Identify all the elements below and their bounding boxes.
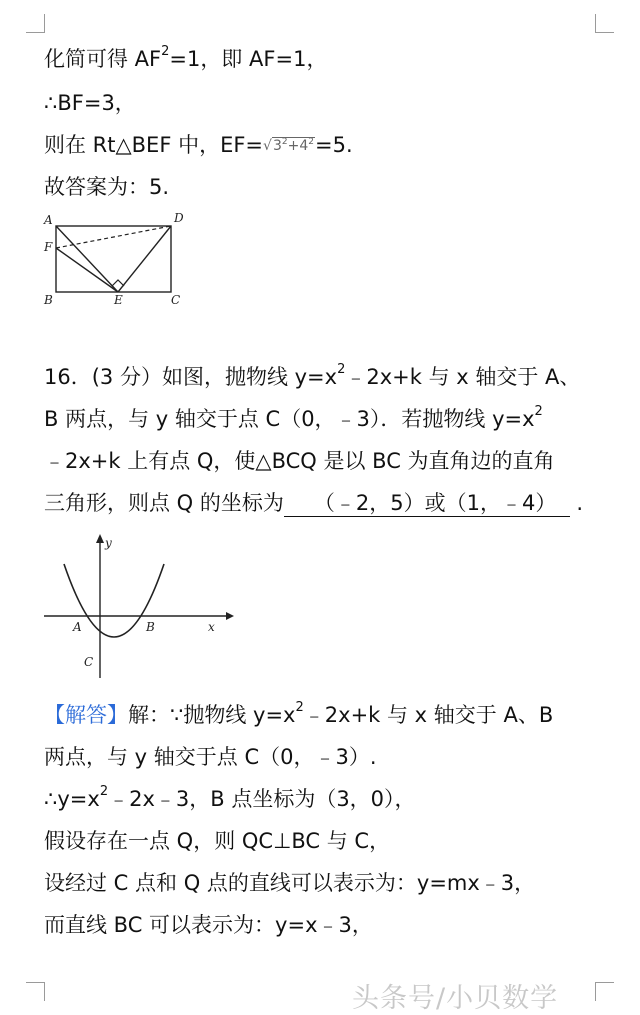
text-line-af: 化简可得 $AF^2=1$，即 AF=1， — [44, 44, 328, 71]
x-axis-arrow — [226, 612, 234, 620]
sqrt-expression: $√3^2+4^2$ — [263, 137, 314, 154]
text-line-bf: ∴BF=3， — [44, 91, 136, 115]
solution-line-2: 两点，与 y 轴交于点 C（0，﹣3）. — [44, 745, 377, 769]
solution-line-1: 【解答】解：∵抛物线 $y=x^2﹣2x+k$ 与 x 轴交于 A、B — [44, 700, 554, 727]
label-a: A — [44, 213, 53, 227]
label-c: C — [84, 655, 94, 669]
right-angle-mark — [112, 280, 124, 286]
label-b: B — [44, 293, 53, 306]
crop-mark-bottom-right — [595, 982, 614, 1001]
watermark: 头条号/小贝数学 — [352, 983, 559, 1014]
crop-mark-top-left — [26, 14, 45, 33]
label-f: F — [44, 240, 53, 254]
rectangle-figure — [40, 210, 190, 306]
problem-line-1: 16．(3 分）如图，抛物线 $y=x^2﹣2x+k$ 与 x 轴交于 A、 — [44, 362, 581, 389]
problem-line-3: ﹣2x+k 上有点 Q，使△BCQ 是以 BC 为直角边的直角 — [44, 449, 555, 473]
crop-mark-top-right — [595, 14, 614, 33]
solution-line-5: 设经过 C 点和 Q 点的直线可以表示为：y=mx﹣3， — [44, 871, 536, 895]
label-y: y — [105, 536, 112, 550]
solution-line-4: 假设存在一点 Q，则 QC⊥BC 与 C， — [44, 829, 391, 853]
parabola-figure — [40, 530, 240, 680]
text-line-ef: 则在 Rt△BEF 中，$EF=√3^2+4^2=5$. — [44, 130, 353, 165]
rectangle-abcd — [56, 226, 171, 292]
segment-ed — [118, 226, 171, 292]
solution-line-6: 而直线 BC 可以表示为：y=x﹣3， — [44, 913, 373, 937]
label-d: D — [174, 211, 184, 225]
label-b: B — [146, 620, 155, 634]
text-line-answer: 故答案为：5. — [44, 175, 170, 199]
label-x: x — [208, 620, 215, 634]
solution-line-3: $\therefore y=x^2﹣2x﹣3$，B 点坐标为（3，0）， — [44, 784, 416, 811]
segment-fe — [56, 248, 118, 292]
crop-mark-bottom-left — [26, 982, 45, 1001]
label-a: A — [73, 620, 82, 634]
answer-tag: 【解答】 — [44, 703, 128, 727]
segment-ae — [56, 226, 118, 292]
answer-blank: （﹣2，5）或（1，﹣4） — [284, 490, 570, 517]
y-axis-arrow — [96, 534, 104, 543]
problem-line-4: 三角形，则点 Q 的坐标为 （﹣2，5）或（1，﹣4） . — [44, 491, 584, 515]
problem-line-2: B 两点，与 y 轴交于点 C（0，﹣3）．若抛物线 $y=x^2$ — [44, 404, 543, 431]
label-e: E — [114, 293, 123, 306]
label-c: C — [171, 293, 181, 306]
